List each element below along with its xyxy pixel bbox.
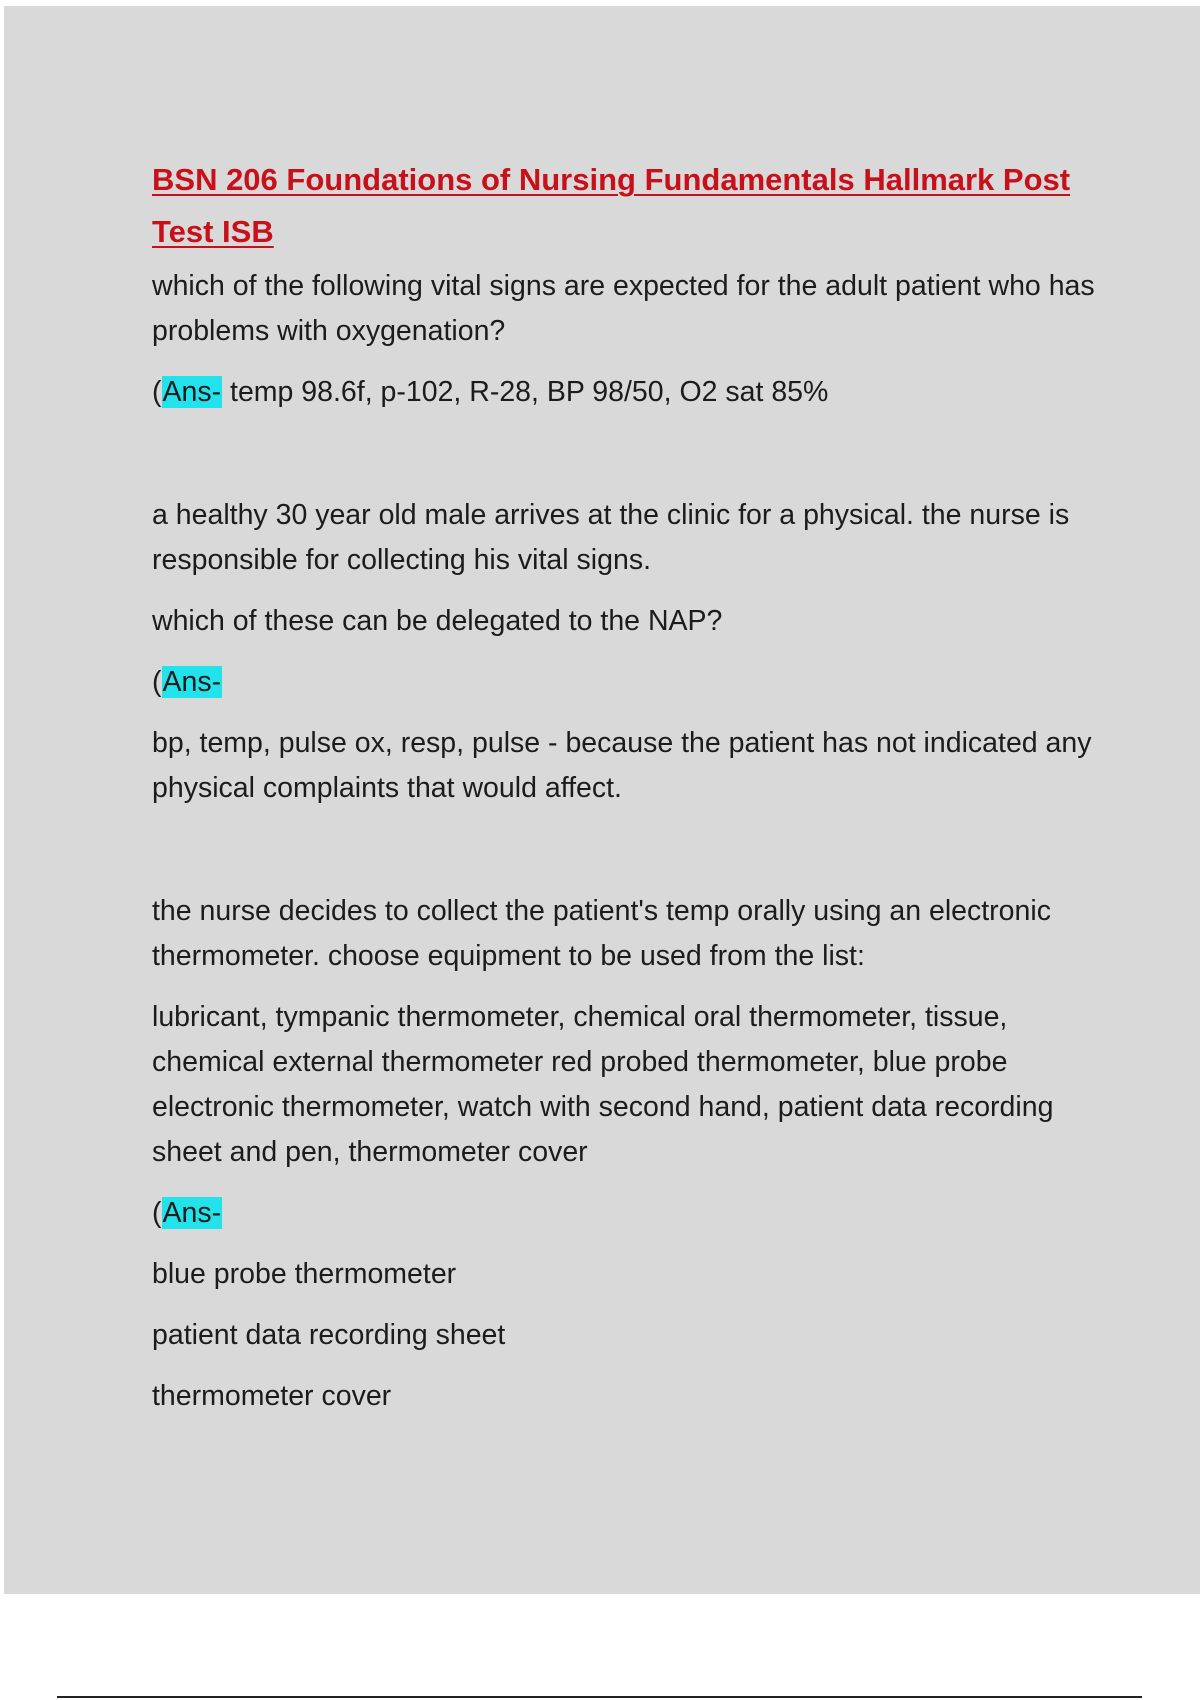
question-1-answer-line: (Ans- temp 98.6f, p-102, R-28, BP 98/50, O2 sat 85% bbox=[152, 376, 829, 408]
question-3-answer-item: thermometer cover bbox=[152, 1380, 392, 1412]
document-page bbox=[4, 6, 1200, 1594]
answer-marker: Ans- bbox=[162, 1197, 222, 1229]
question-3-answer-item: patient data recording sheet bbox=[152, 1319, 506, 1351]
question-3-prompt: the nurse decides to collect the patient's temp orally using an electronic thermometer. choose equipment to be used from the list: bbox=[152, 895, 1051, 972]
question-3-options: lubricant, tympanic thermometer, chemical oral thermometer, tissue, chemical external thermometer red probed thermometer, blue probe electronic thermometer, watch with second hand, patient data recording sheet and pen, thermometer cover bbox=[152, 1001, 1054, 1168]
question-2-prompt-continued: which of these can be delegated to the NAP? bbox=[152, 605, 723, 637]
question-2-answer-marker-line: (Ans- bbox=[152, 666, 222, 698]
question-3-answer-marker-line: (Ans- bbox=[152, 1197, 222, 1229]
answer-marker: Ans- bbox=[162, 666, 222, 698]
document-title: BSN 206 Foundations of Nursing Fundamentals Hallmark Post Test ISB bbox=[152, 162, 1071, 249]
answer-marker: Ans- bbox=[162, 376, 222, 408]
question-1-prompt: which of the following vital signs are expected for the adult patient who has problems with oxygenation? bbox=[152, 270, 1095, 347]
footer-divider bbox=[57, 1696, 1142, 1698]
question-3-answer-item: blue probe thermometer bbox=[152, 1258, 457, 1290]
question-2-answer: bp, temp, pulse ox, resp, pulse - because the patient has not indicated any physical complaints that would affect. bbox=[152, 727, 1092, 804]
document-content bbox=[152, 154, 1102, 1419]
question-2-prompt: a healthy 30 year old male arrives at the clinic for a physical. the nurse is responsible for collecting his vital signs. bbox=[152, 499, 1070, 576]
question-1-answer: temp 98.6f, p-102, R-28, BP 98/50, O2 sat 85% bbox=[230, 376, 829, 408]
